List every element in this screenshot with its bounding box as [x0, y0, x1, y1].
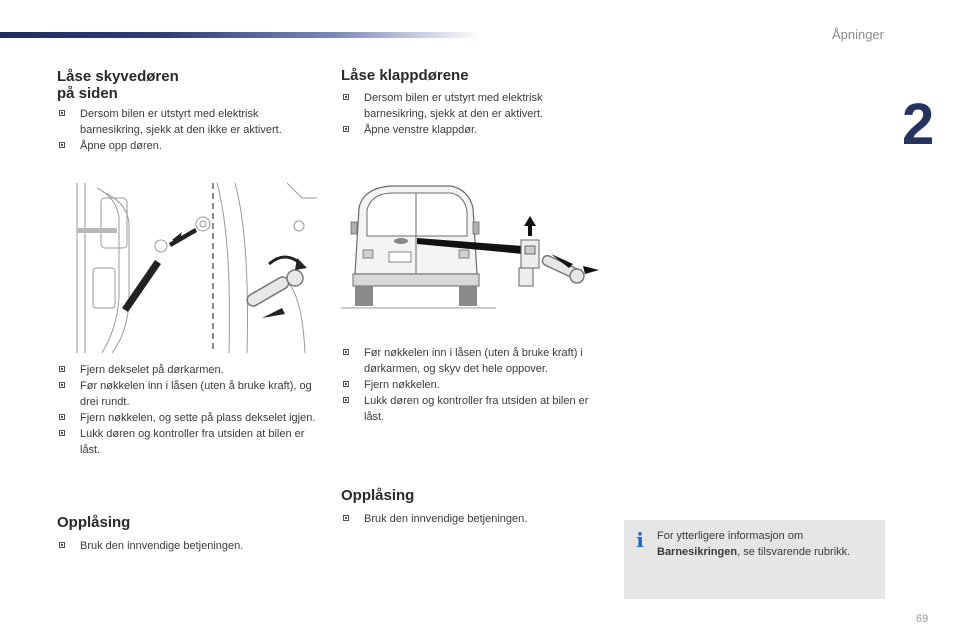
bullet-square-icon	[59, 414, 65, 420]
info-bold-link: Barnesikringen	[657, 546, 738, 558]
list-item: Fjern dekselet på dørkarmen.	[57, 362, 321, 378]
list-item: Åpne opp døren.	[57, 138, 319, 154]
chapter-number: 2	[902, 92, 935, 157]
middle-unlock-bullets	[341, 511, 603, 527]
list-item: Dersom bilen er utstyrt med elektrisk barnesikring, sjekk at den er aktivert.	[341, 90, 603, 122]
sliding-door-lock-illustration	[57, 178, 319, 356]
header-gradient-bar	[0, 32, 480, 38]
middle-bullets-bottom	[341, 345, 605, 425]
list-item: Fjern nøkkelen.	[341, 377, 605, 393]
middle-bullets-top	[341, 90, 603, 138]
list-item: Bruk den innvendige betjeningen.	[341, 511, 603, 527]
left-unlock-bullets	[57, 538, 319, 554]
left-bullets-bottom	[57, 362, 321, 458]
rear-doors-lock-illustration	[341, 178, 603, 314]
left-unlock-title: Opplåsing	[57, 514, 131, 531]
list-item: Lukk døren og kontroller fra utsiden at bilen er låst.	[341, 393, 605, 425]
bullet-square-icon	[59, 110, 65, 116]
list-item: Fjern nøkkelen, og sette på plass dekselet igjen.	[57, 410, 321, 426]
list-item: Før nøkkelen inn i låsen (uten å bruke kraft), og drei rundt.	[57, 378, 321, 410]
bullet-square-icon	[59, 142, 65, 148]
list-item: Åpne venstre klappdør.	[341, 122, 603, 138]
info-text: For ytterligere informasjon om Barnesikringen, se tilsvarende rubrikk.	[657, 530, 851, 558]
bullet-square-icon	[343, 126, 349, 132]
left-bullets-top	[57, 106, 319, 154]
middle-title: Låse klappdørene	[341, 67, 469, 84]
page-number: 69	[916, 613, 929, 625]
section-name: Åpninger	[831, 27, 884, 42]
info-icon: i	[636, 528, 644, 552]
middle-unlock-title: Opplåsing	[341, 487, 415, 504]
bullet-square-icon	[343, 381, 349, 387]
bullet-square-icon	[343, 397, 349, 403]
bullet-square-icon	[59, 542, 65, 548]
bullet-square-icon	[343, 94, 349, 100]
left-title-block	[57, 68, 322, 102]
bullet-square-icon	[59, 366, 65, 372]
bullet-square-icon	[59, 382, 65, 388]
list-item: Lukk døren og kontroller fra utsiden at bilen er låst.	[57, 426, 321, 458]
left-title-line1: Låse skyvedøren	[57, 68, 179, 85]
bullet-square-icon	[343, 349, 349, 355]
list-item: Bruk den innvendige betjeningen.	[57, 538, 319, 554]
bullet-square-icon	[59, 430, 65, 436]
bullet-square-icon	[343, 515, 349, 521]
list-item: Dersom bilen er utstyrt med elektrisk barnesikring, sjekk at den ikke er aktivert.	[57, 106, 319, 138]
left-title-line2: på siden	[57, 85, 118, 102]
list-item: Før nøkkelen inn i låsen (uten å bruke kraft) i dørkarmen, og skyv det hele oppover.	[341, 345, 605, 377]
